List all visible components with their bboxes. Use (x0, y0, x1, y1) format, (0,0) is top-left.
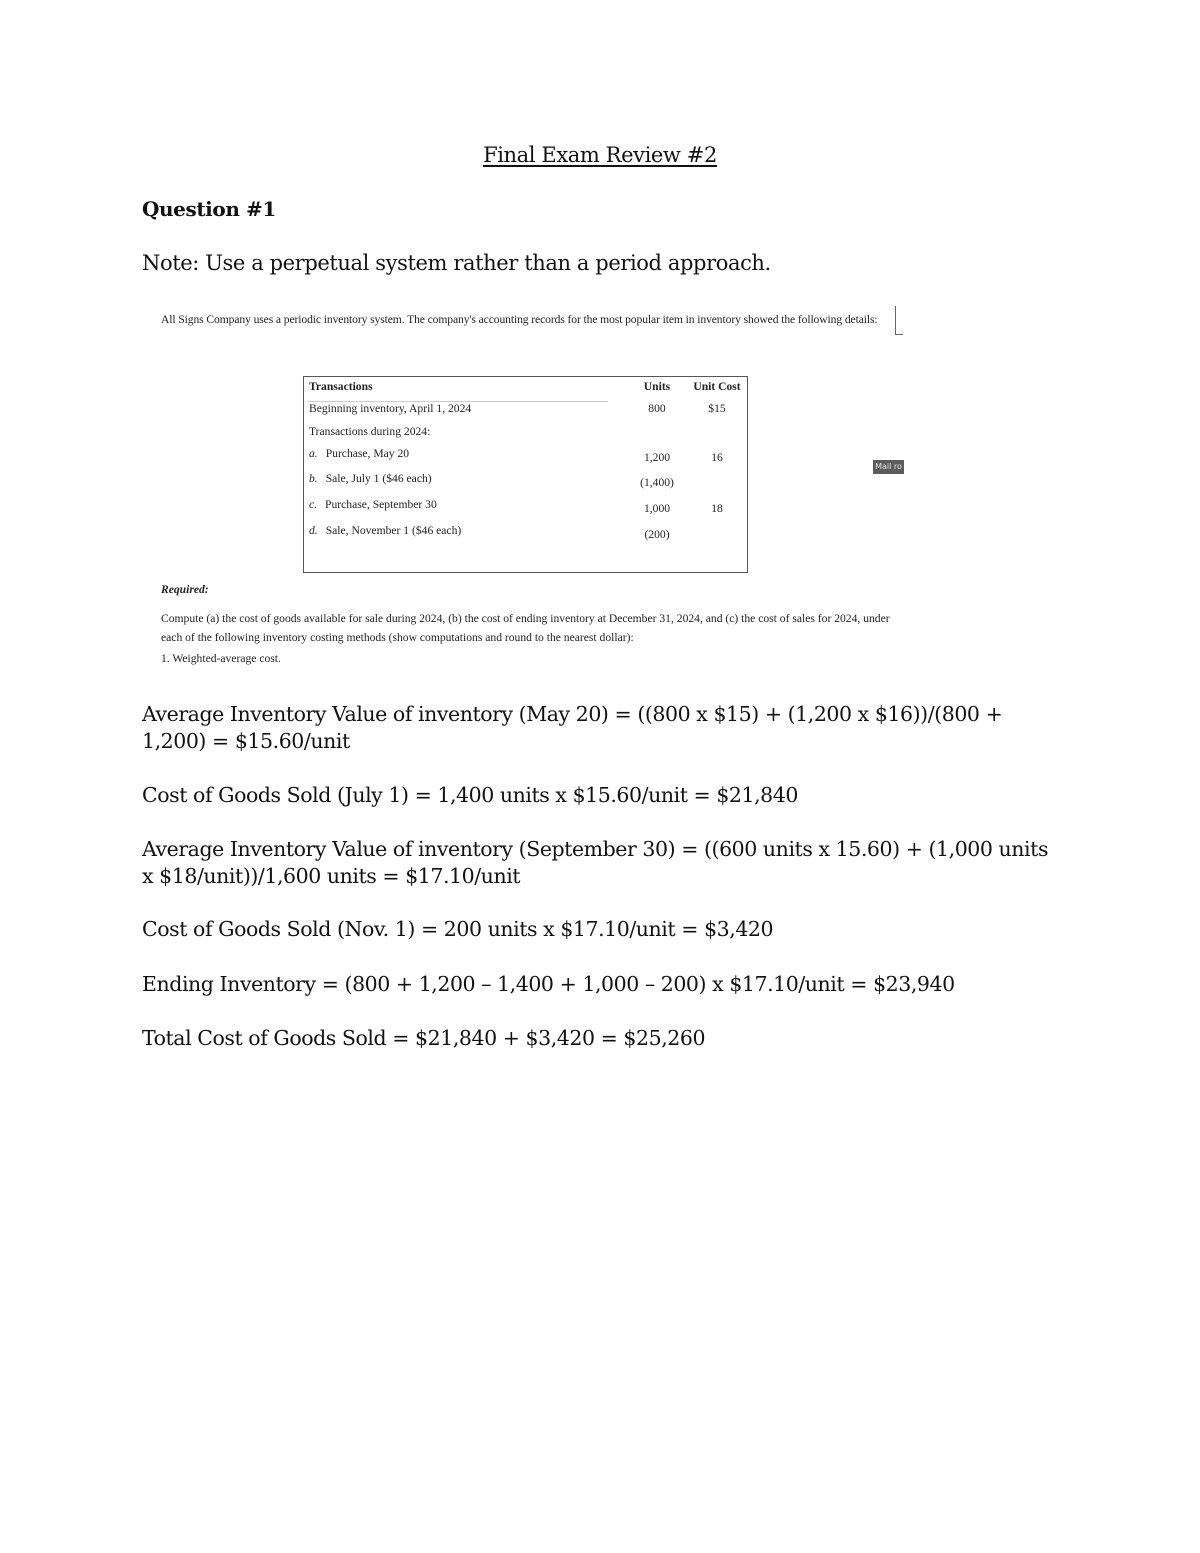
row-desc: Sale, November 1 ($46 each) (325, 524, 462, 537)
row-cost: 16 (711, 451, 723, 464)
side-tab[interactable]: Mail ro (873, 460, 904, 474)
row-units: (1,400) (640, 476, 674, 489)
required-text: Compute (a) the cost of goods available for sale during 2024, (b) the cost of ending inventory at December 31, 2024, and (c) the cost of sales for 2024, under each of the following inventory costing methods (show computations and round to the nearest dollar): (161, 612, 890, 644)
row-letter: d. (309, 524, 318, 537)
row-units: (200) (644, 528, 670, 541)
row-units: 1,000 (643, 502, 671, 515)
table-row (304, 498, 747, 516)
textbook-excerpt (142, 300, 908, 675)
row-desc: Sale, July 1 ($46 each) (325, 472, 432, 485)
solution-line-4: Cost of Goods Sold (Nov. 1) = 200 units x $17.10/unit = $3,420 (142, 917, 774, 941)
row-letter: b. (309, 472, 318, 485)
table-row (304, 402, 747, 420)
question-heading: Question #1 (142, 197, 276, 221)
row-desc: Purchase, May 20 (325, 447, 410, 460)
table-row (304, 472, 747, 490)
page-title: Final Exam Review #2 (483, 143, 717, 167)
table-row (304, 524, 747, 542)
row-desc-wrap (309, 524, 461, 537)
row-letter: a. (309, 447, 318, 460)
header-unit-cost: Unit Cost (693, 380, 741, 393)
method-item: 1. Weighted-average cost. (161, 652, 281, 665)
row-cost: 18 (711, 502, 723, 515)
header-units: Units (643, 380, 671, 393)
row-desc-wrap (309, 472, 432, 485)
table-row (304, 425, 747, 443)
required-label: Required: (161, 583, 209, 596)
note-text: Note: Use a perpetual system rather than a period approach. (142, 251, 771, 275)
row-units: 800 (648, 402, 666, 415)
solution-line-2: Cost of Goods Sold (July 1) = 1,400 units x $15.60/unit = $21,840 (142, 783, 798, 807)
inventory-table (303, 376, 748, 573)
row-desc: Purchase, September 30 (325, 498, 437, 511)
solution-line-3: Average Inventory Value of inventory (September 30) = ((600 units x 15.60) + (1,000 units x $18/unit))/1,600 units = $17.10/unit (142, 837, 1049, 888)
row-units: 1,200 (643, 451, 671, 464)
solution-line-5: Ending Inventory = (800 + 1,200 – 1,400 + 1,000 – 200) x $17.10/unit = $23,940 (142, 972, 955, 996)
solution-line-6: Total Cost of Goods Sold = $21,840 + $3,420 = $25,260 (142, 1026, 706, 1050)
header-transactions: Transactions (309, 380, 373, 393)
table-row (304, 447, 747, 465)
row-desc-wrap (309, 498, 437, 511)
row-cost: $15 (708, 402, 726, 415)
row-desc: Transactions during 2024: (309, 425, 431, 438)
solution-line-1: Average Inventory Value of inventory (May 20) = ((800 x $15) + (1,200 x $16))/(800 + 1,200) = $15.60/unit (142, 702, 1003, 753)
row-letter: c. (309, 498, 318, 511)
row-desc-wrap (309, 447, 409, 460)
row-desc: Beginning inventory, April 1, 2024 (309, 402, 472, 415)
edge-bracket (895, 306, 903, 335)
excerpt-intro: All Signs Company uses a periodic inventory system. The company's accounting records for the most popular item in inventory showed the following details: (161, 313, 878, 326)
